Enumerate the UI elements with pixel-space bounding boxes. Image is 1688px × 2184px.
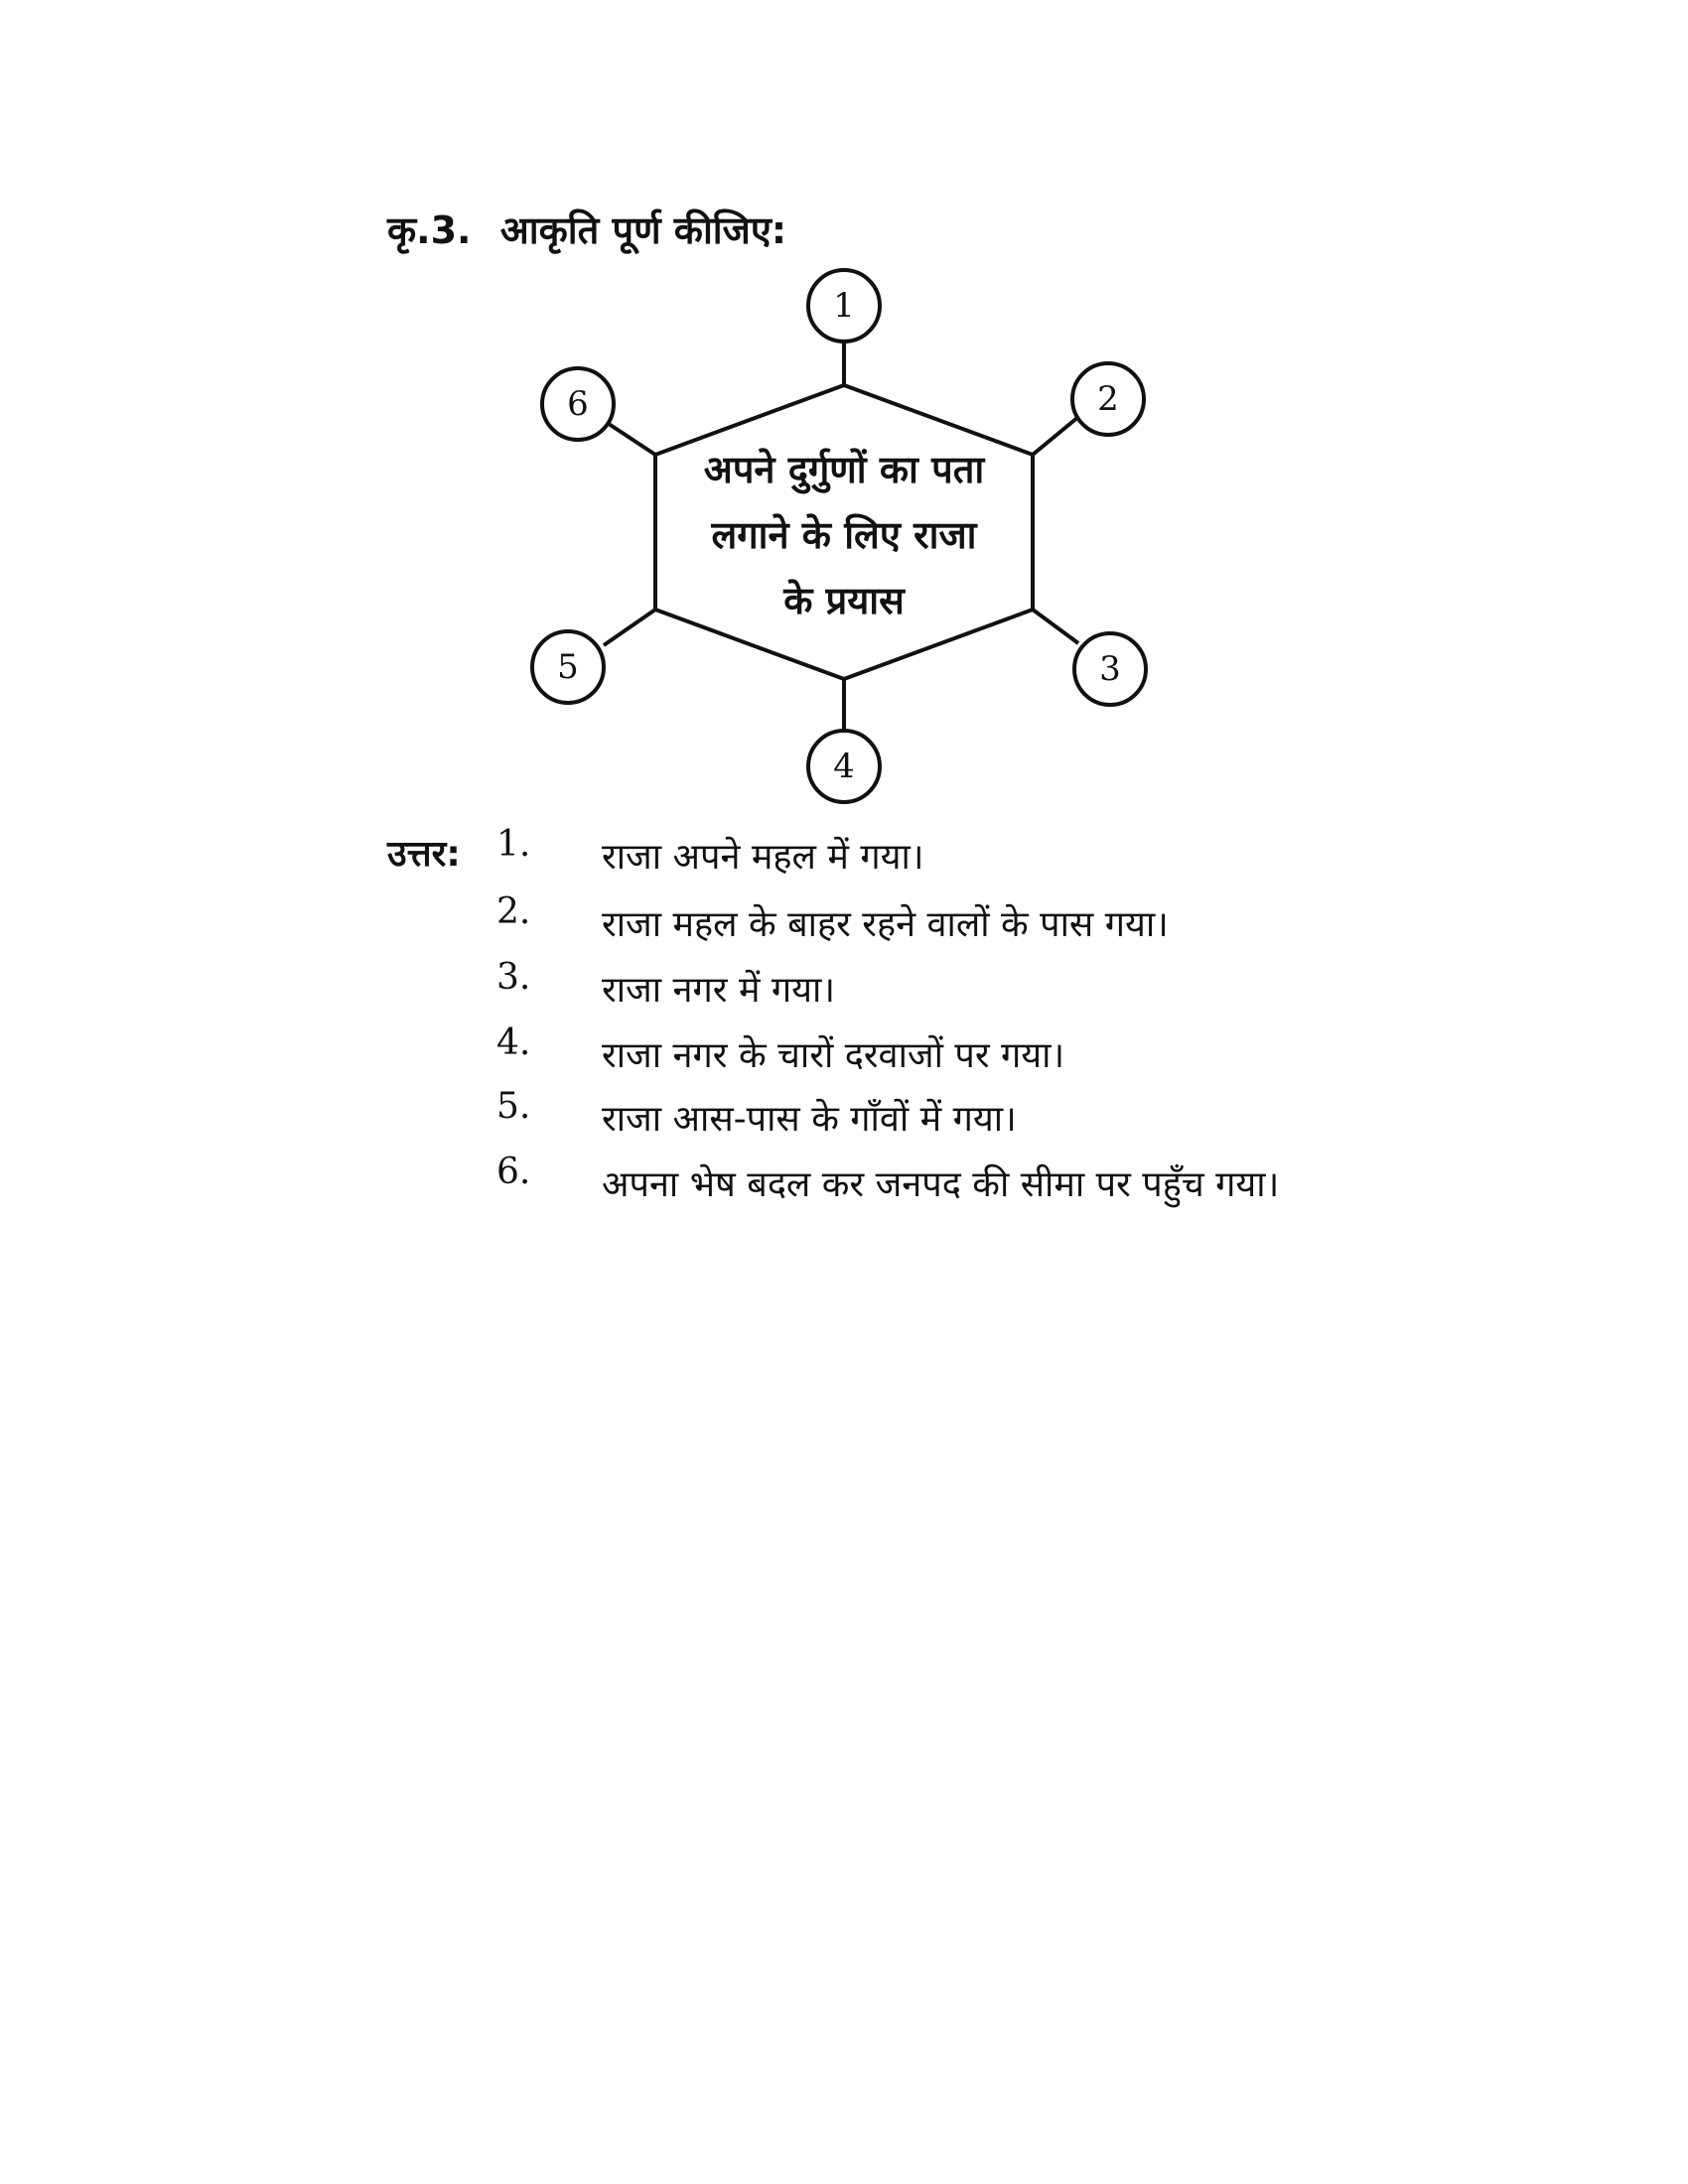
answer-number: 6. bbox=[496, 1152, 531, 1192]
answer-text: अपना भेष बदल कर जनपद की सीमा पर पहुँच गया। bbox=[602, 1164, 1280, 1205]
node-label-2: 2 bbox=[1097, 379, 1119, 419]
answer-heading: उत्तर: bbox=[387, 834, 461, 875]
center-line-2: लगाने के लिए राजा bbox=[711, 513, 977, 557]
node-label-3: 3 bbox=[1099, 649, 1121, 689]
answer-text: राजा अपने महल में गया। bbox=[602, 837, 924, 878]
question-number: कृ.3. bbox=[387, 208, 472, 252]
hexagon-center-text bbox=[655, 437, 1033, 633]
node-label-6: 6 bbox=[567, 384, 589, 424]
connector-5 bbox=[604, 610, 655, 645]
answer-number: 1. bbox=[496, 824, 531, 865]
question-instruction: आकृति पूर्ण कीजिए: bbox=[499, 208, 787, 252]
answer-text: राजा आस-पास के गाँवों में गया। bbox=[602, 1099, 1017, 1140]
connector-3 bbox=[1033, 610, 1078, 643]
answer-number: 4. bbox=[496, 1023, 531, 1063]
center-line-3: के प्रयास bbox=[783, 579, 905, 622]
answer-text: राजा महल के बाहर रहने वालों के पास गया। bbox=[602, 904, 1169, 945]
answer-text: राजा नगर में गया। bbox=[602, 970, 836, 1011]
answer-number: 3. bbox=[496, 957, 531, 998]
center-line-1: अपने दुर्गुणों का पता bbox=[703, 448, 985, 491]
node-label-1: 1 bbox=[833, 286, 855, 326]
connector-2 bbox=[1033, 417, 1078, 455]
answer-text: राजा नगर के चारों दरवाजों पर गया। bbox=[602, 1035, 1065, 1076]
node-label-4: 4 bbox=[833, 747, 855, 786]
answer-number: 2. bbox=[496, 891, 531, 932]
connector-6 bbox=[606, 422, 655, 455]
answer-number: 5. bbox=[496, 1086, 531, 1127]
node-label-5: 5 bbox=[557, 647, 579, 687]
